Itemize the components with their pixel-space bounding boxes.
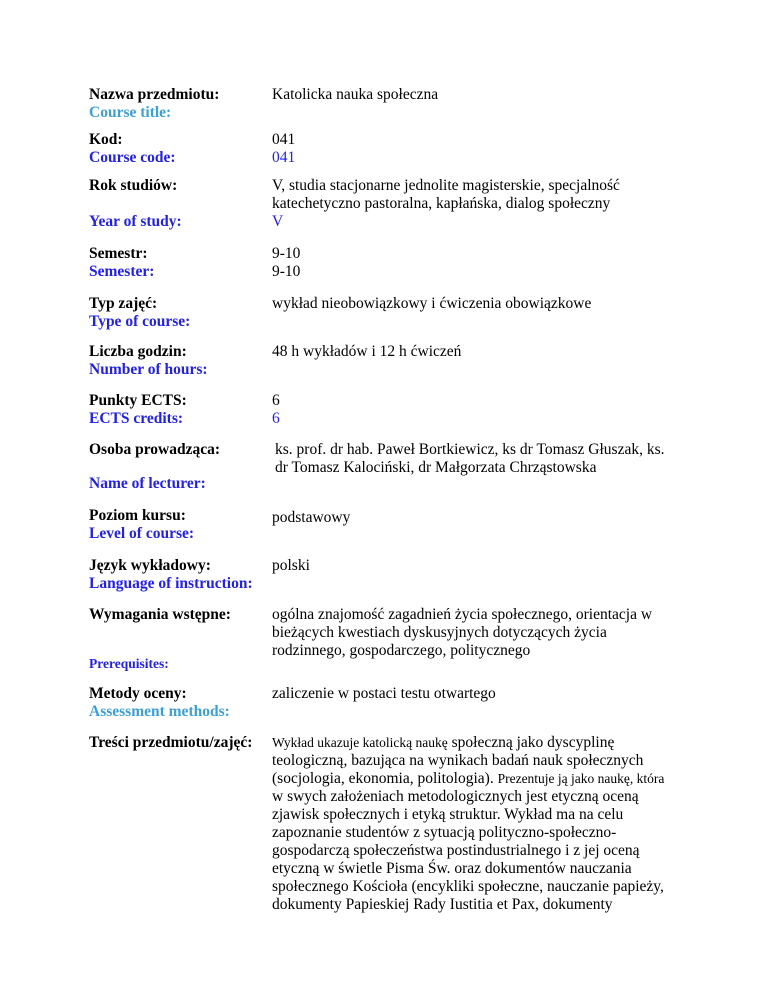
field-value: ogólna znajomość zagadnień życia społecznego, orientacja w bieżących kwestiach dyskusyjnych dotyczących życia rodzinnego, gospodarczego, politycznego <box>272 606 653 659</box>
field-value: Katolicka nauka społeczna <box>272 86 439 103</box>
content-part: w swych założeniach metodologicznych jest etyczną oceną zjawisk społecznych i etyką struktur. Wykład ma na celu zapoznanie studentów z sytuacją polityczno-społeczno-gospodarczą społeczeństwa postindustrialnego i z jej oceną etyczną w świetle Pisma Św. oraz dokumentów nauczania społecznego Kościoła (encykliki społeczne, nauczanie papieży, dokumenty Papieskiej Rady Iustitia et Pax, dokumenty <box>272 788 664 913</box>
label-en: Prerequisites: <box>89 656 169 671</box>
label-en: Type of course: <box>89 313 191 330</box>
label-pl: Punkty ECTS: <box>89 392 187 409</box>
label-pl: Osoba prowadząca: <box>89 441 221 458</box>
field-value: podstawowy <box>272 509 351 526</box>
content-part: Prezentuje ją jako naukę, która <box>497 771 665 786</box>
field-value <box>272 734 672 914</box>
field-value: 6 <box>272 392 280 409</box>
label-en: Number of hours: <box>89 361 208 378</box>
label-en: Language of instruction: <box>89 575 253 592</box>
field-value: 48 h wykładów i 12 h ćwiczeń <box>272 343 462 360</box>
content-part: społeczną jako dyscyplinę teologiczną, bazująca na wynikach badań nauk społecznych (socjologia, ekonomia, politologia). <box>272 734 644 787</box>
label-pl: Liczba godzin: <box>89 343 187 360</box>
label-en: Course title: <box>89 104 172 121</box>
label-pl: Nazwa przedmiotu: <box>89 86 220 103</box>
content-part: Wykład ukazuje katolicką naukę <box>272 735 448 750</box>
label-pl: Kod: <box>89 131 123 148</box>
field-value-en: V <box>272 213 284 230</box>
label-en: Course code: <box>89 149 176 166</box>
field-value-en: 041 <box>272 149 296 166</box>
field-value-en: 9-10 <box>272 263 301 280</box>
field-value: V, studia stacjonarne jednolite magisterskie, specjalność katechetyczno pastoralna, kapłańska, dialog społeczny <box>272 177 620 212</box>
label-pl: Wymagania wstępne: <box>89 606 231 623</box>
label-pl: Typ zajęć: <box>89 295 158 312</box>
label-en: Semester: <box>89 263 155 280</box>
label-pl: Język wykładowy: <box>89 557 211 574</box>
label-pl: Metody oceny: <box>89 685 187 702</box>
field-value: wykład nieobowiązkowy i ćwiczenia obowiązkowe <box>272 295 592 312</box>
label-pl: Treści przedmiotu/zajęć: <box>89 734 253 751</box>
field-value: 9-10 <box>272 245 301 262</box>
label-en: Assessment methods: <box>89 703 230 720</box>
field-value: ks. prof. dr hab. Paweł Bortkiewicz, ks dr Tomasz Głuszak, ks. dr Tomasz Kalociński, dr Małgorzata Chrząstowska <box>275 441 665 476</box>
field-value: polski <box>272 557 310 574</box>
label-pl: Semestr: <box>89 245 148 262</box>
field-value-en: 6 <box>272 410 280 427</box>
label-en: Level of course: <box>89 525 195 542</box>
label-en: Year of study: <box>89 213 182 230</box>
label-pl: Rok studiów: <box>89 177 178 194</box>
label-en: Name of lecturer: <box>89 475 206 492</box>
label-en: ECTS credits: <box>89 410 184 427</box>
label-pl: Poziom kursu: <box>89 507 186 524</box>
field-value: zaliczenie w postaci testu otwartego <box>272 685 496 702</box>
field-value: 041 <box>272 131 296 148</box>
